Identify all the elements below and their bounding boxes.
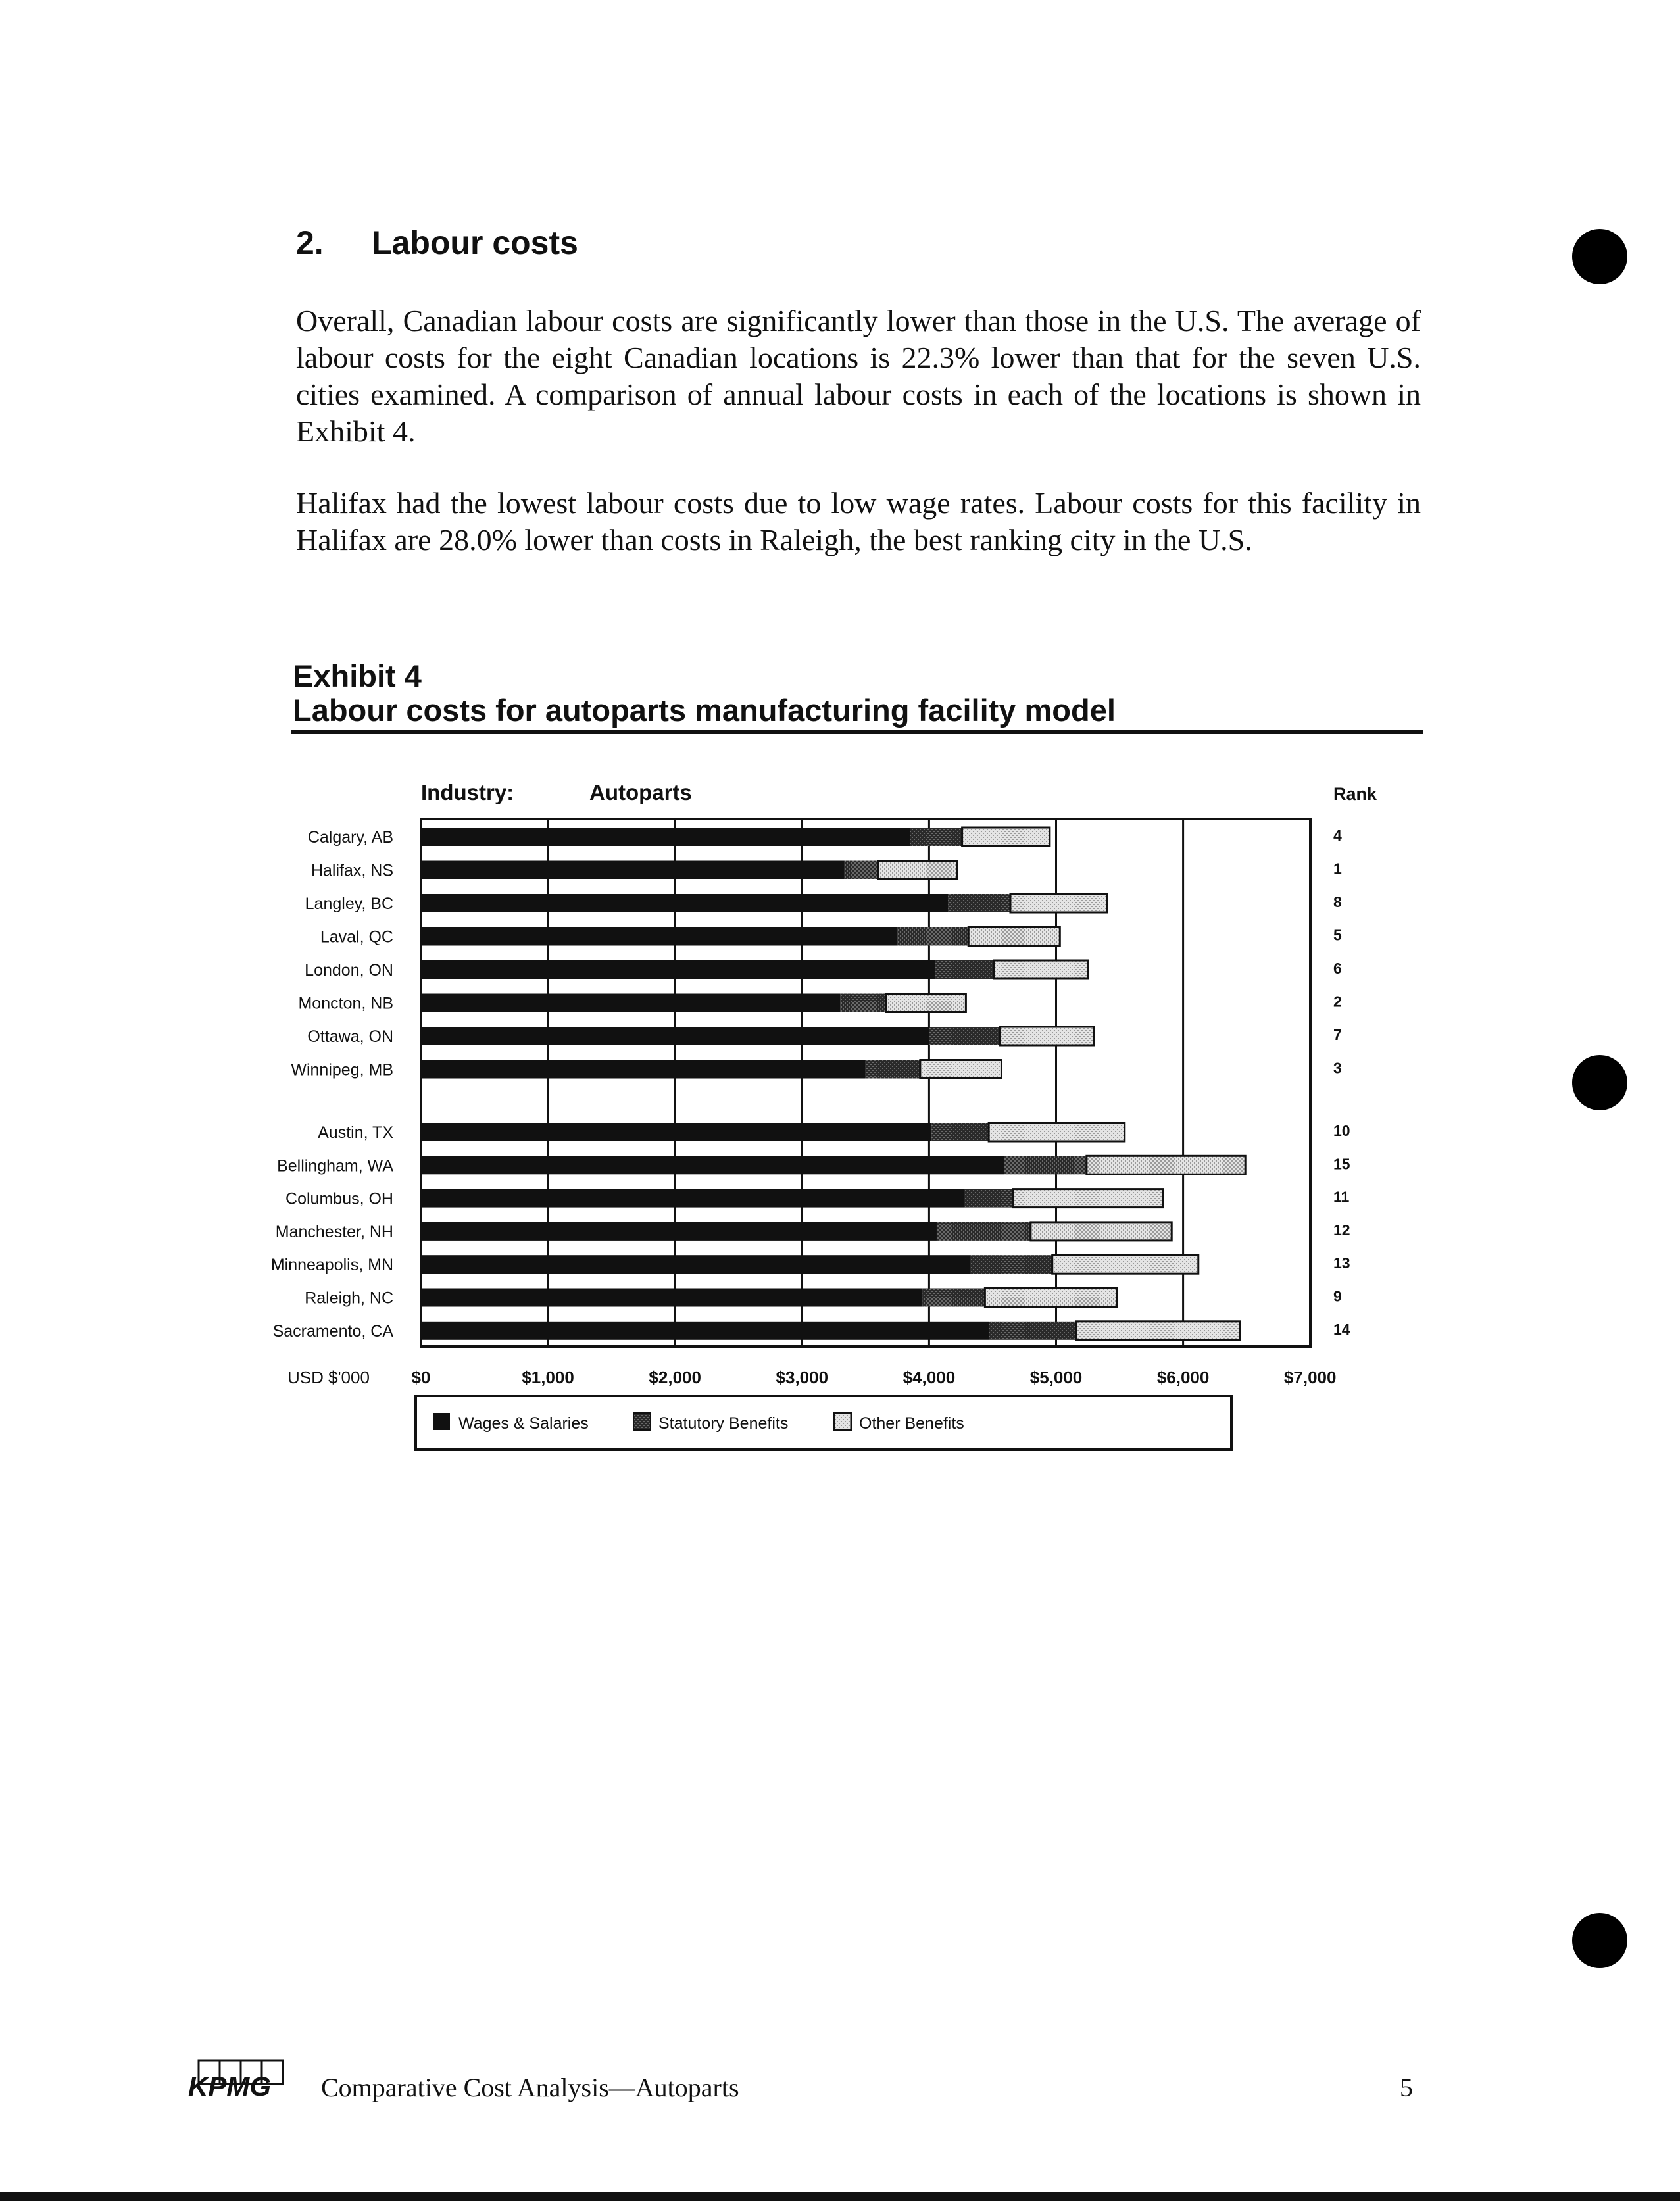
bar-wages <box>421 960 935 979</box>
bar-statutory <box>931 1123 989 1141</box>
rank-value: 7 <box>1333 1026 1342 1043</box>
bar-statutory <box>964 1189 1012 1208</box>
bar-other <box>920 1060 1002 1079</box>
section-title: Labour costs <box>372 224 578 261</box>
kpmg-logo <box>184 2058 289 2100</box>
rank-value: 13 <box>1333 1254 1350 1272</box>
bar-statutory <box>897 927 968 946</box>
bar-statutory <box>910 828 962 846</box>
city-label: Sacramento, CA <box>272 1322 393 1341</box>
section-number: 2. <box>296 224 324 261</box>
legend-label-other: Other Benefits <box>859 1414 964 1433</box>
bar-wages <box>421 1060 866 1079</box>
bar-statutory <box>937 1222 1031 1241</box>
city-label: Moncton, NB <box>298 994 393 1013</box>
city-label: Ottawa, ON <box>307 1027 393 1046</box>
city-label: Langley, BC <box>305 895 393 913</box>
bar-statutory <box>923 1289 985 1307</box>
x-tick-label: $7,000 <box>1283 1368 1337 1387</box>
city-label: Raleigh, NC <box>305 1289 393 1308</box>
legend-label-wages: Wages & Salaries <box>458 1414 589 1433</box>
bar-statutory <box>970 1255 1052 1274</box>
rank-labels <box>1333 827 1350 1338</box>
bar-wages <box>421 1123 931 1141</box>
city-label: Columbus, OH <box>285 1189 393 1208</box>
city-label: Laval, QC <box>320 927 393 947</box>
bar-other <box>1001 1027 1095 1045</box>
footer-title: Comparative Cost Analysis—Autoparts <box>321 2073 739 2102</box>
x-axis-ticks <box>412 1368 1337 1387</box>
bar-other <box>886 994 966 1012</box>
rank-value: 11 <box>1333 1188 1350 1206</box>
legend-swatch-statutory <box>633 1413 651 1430</box>
bar-wages <box>421 927 897 946</box>
bar-other <box>1031 1222 1172 1241</box>
rank-value: 4 <box>1333 827 1342 844</box>
bar-other <box>985 1289 1117 1307</box>
bar-other <box>878 861 957 879</box>
bar-wages <box>421 1156 1004 1174</box>
bar-wages <box>421 994 840 1012</box>
bar-wages <box>421 861 844 879</box>
city-label: Calgary, AB <box>307 828 393 847</box>
city-label: Halifax, NS <box>310 861 393 880</box>
bar-wages <box>421 1289 923 1307</box>
bar-statutory <box>929 1027 1000 1045</box>
city-labels <box>271 828 394 1341</box>
exhibit-title: Labour costs for autoparts manufacturing facility model <box>293 693 1116 728</box>
bar-wages <box>421 1027 929 1045</box>
legend-swatch-wages <box>433 1413 450 1430</box>
bar-statutory <box>948 894 1010 912</box>
rank-value: 8 <box>1333 893 1342 910</box>
legend-swatch-other <box>834 1413 851 1430</box>
bar-other <box>994 960 1088 979</box>
bar-wages <box>421 1222 937 1241</box>
rank-value: 9 <box>1333 1287 1342 1305</box>
bar-other <box>1087 1156 1245 1174</box>
bar-wages <box>421 894 948 912</box>
bar-statutory <box>1004 1156 1087 1174</box>
svg-text:KPMG: KPMG <box>188 2071 271 2100</box>
currency-label: USD $'000 <box>287 1368 370 1387</box>
rank-value: 5 <box>1333 926 1342 944</box>
industry-value: Autoparts <box>589 780 692 804</box>
bar-other <box>989 1123 1125 1141</box>
city-label: Manchester, NH <box>275 1222 393 1241</box>
city-label: London, ON <box>305 961 393 979</box>
bar-other <box>1013 1189 1163 1208</box>
rank-value: 15 <box>1333 1155 1350 1173</box>
rank-value: 14 <box>1333 1320 1350 1338</box>
bar-statutory <box>935 960 994 979</box>
page-number: 5 <box>1400 2073 1413 2102</box>
bar-other <box>962 828 1050 846</box>
x-tick-label: $3,000 <box>776 1368 829 1387</box>
bar-other <box>1052 1255 1198 1274</box>
x-tick-label: $2,000 <box>649 1368 701 1387</box>
rank-value: 10 <box>1333 1122 1350 1139</box>
rank-value: 12 <box>1333 1221 1350 1239</box>
bar-other <box>968 927 1060 946</box>
x-tick-label: $6,000 <box>1156 1368 1210 1387</box>
rank-header: Rank <box>1333 784 1377 804</box>
bar-series <box>421 828 1245 1340</box>
x-tick-label: $4,000 <box>902 1368 956 1387</box>
bar-wages <box>421 1322 989 1340</box>
industry-label: Industry: <box>421 780 514 804</box>
rank-value: 1 <box>1333 860 1342 878</box>
city-label: Winnipeg, MB <box>291 1060 393 1079</box>
x-tick-label: $0 <box>411 1368 431 1387</box>
bar-statutory <box>840 994 886 1012</box>
x-tick-label: $5,000 <box>1029 1368 1083 1387</box>
exhibit-label: Exhibit 4 <box>293 658 422 693</box>
paragraph-overall: Overall, Canadian labour costs are significantly lower than those in the U.S. The average of labour costs for the eight Canadian locations is 22.3% lower than that for the seven U.S. cities examined. A comparison of annual labour costs in each of the locations is shown in Exhibit 4. <box>296 304 1421 448</box>
legend-label-statutory: Statutory Benefits <box>658 1414 789 1433</box>
bar-statutory <box>844 861 878 879</box>
city-label: Bellingham, WA <box>277 1156 393 1175</box>
bar-wages <box>421 828 910 846</box>
bar-other <box>1076 1322 1240 1340</box>
bar-wages <box>421 1189 964 1208</box>
city-label: Austin, TX <box>318 1124 393 1142</box>
rank-value: 2 <box>1333 993 1342 1010</box>
paragraph-halifax: Halifax had the lowest labour costs due to low wage rates. Labour costs for this facility in Halifax are 28.0% lower than costs in Raleigh, the best ranking city in the U.S. <box>296 486 1421 556</box>
rank-value: 6 <box>1333 960 1342 977</box>
bar-statutory <box>989 1322 1076 1340</box>
city-label: Minneapolis, MN <box>270 1256 393 1275</box>
bar-other <box>1010 894 1107 912</box>
rank-value: 3 <box>1333 1059 1342 1077</box>
bar-statutory <box>866 1060 920 1079</box>
bar-wages <box>421 1255 970 1274</box>
x-tick-label: $1,000 <box>522 1368 574 1387</box>
